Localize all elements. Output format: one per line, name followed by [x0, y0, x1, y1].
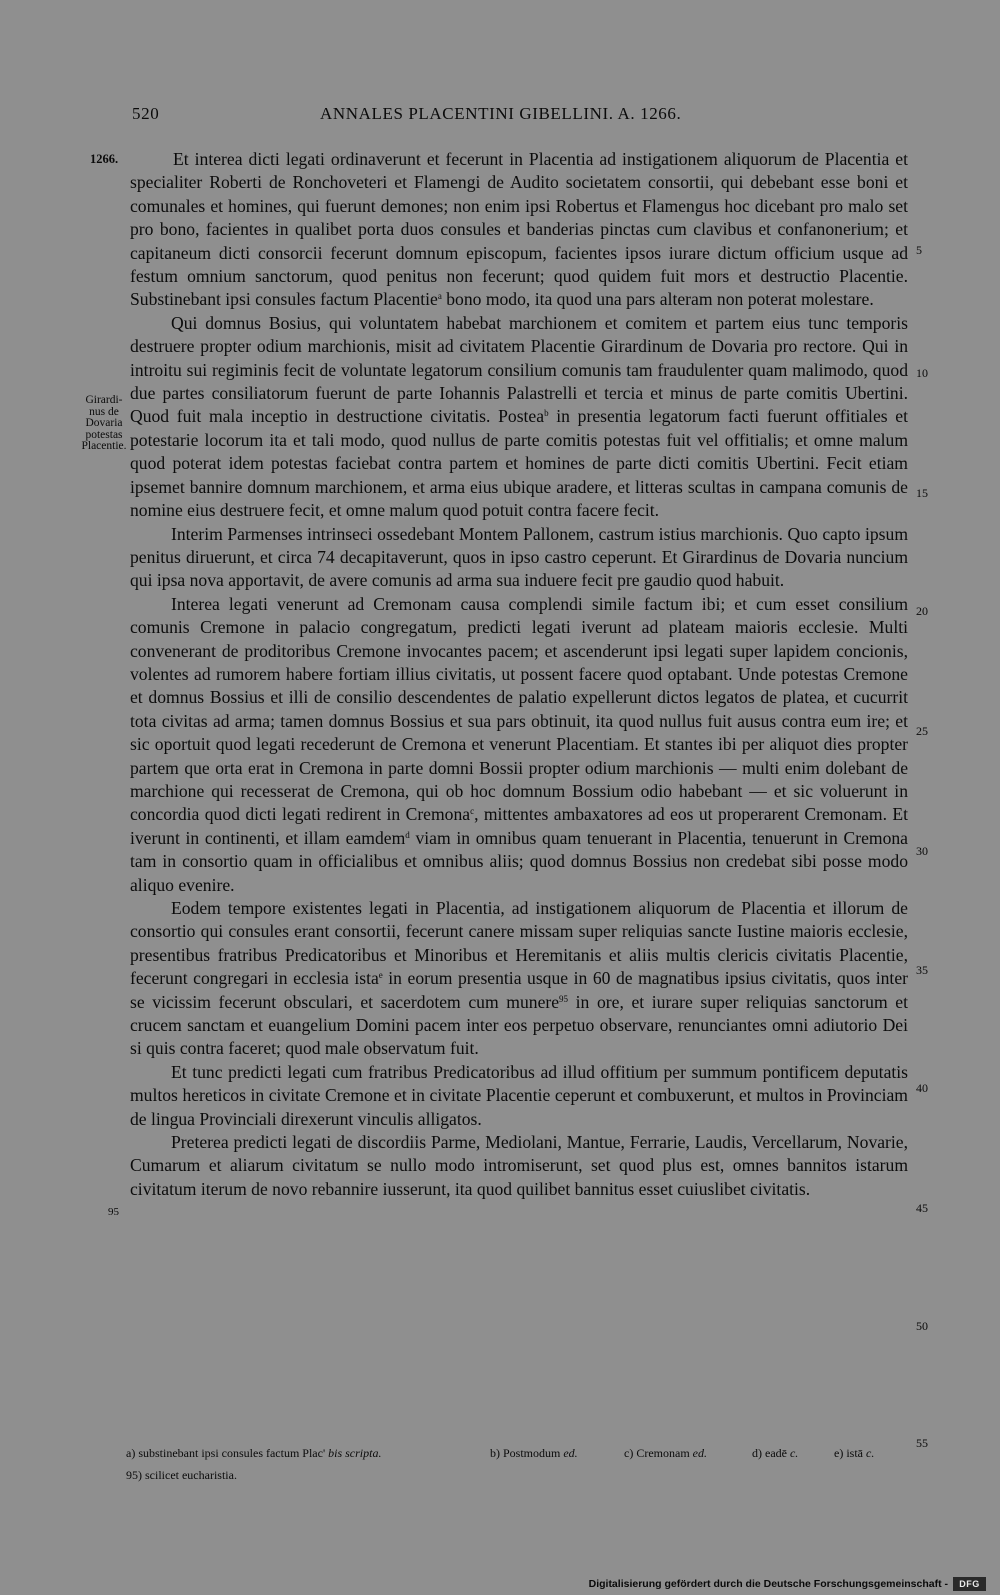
paragraph-text: , mittentes ambaxatores ad eos ut properarent Cremonam. Et iverunt in continenti, et illam eamdem	[130, 804, 908, 848]
footnote-note: ed.	[563, 1446, 578, 1460]
paragraph-text: in eorum presentia usque in 60 de magnatibus ipsius civitatis, quos inter se vicissim fecerunt obsculari, et sacerdotem cum munere	[130, 968, 908, 1012]
footnote-reference: c	[470, 806, 475, 817]
paragraph	[130, 897, 908, 1061]
paragraph-text: viam in omnibus quam tenuerant in Placentia, tenuerunt in Cremona tam in consortio quam in officialibus et omnibus aliis; quod domnus Bossius non credebat sibi posse modo aliquo evenire.	[130, 827, 908, 895]
line-number: 5	[916, 243, 922, 257]
footnote-text: Cremonam	[636, 1446, 690, 1460]
footnote-row	[126, 1464, 920, 1486]
line-number: 15	[916, 486, 928, 500]
footnotes	[126, 1442, 920, 1486]
paragraph-text: in ore, et iurare super reliquias sanctorum et crucem sanctam et euangelium Domini pacem inter eos perpetuo observare, renunciantes omni adiutorio Dei si quis contra faceret; quod male observatum fuit.	[130, 991, 908, 1059]
line-number: 40	[916, 1081, 928, 1095]
side-note	[80, 395, 128, 453]
paragraph-text: Eodem tempore existentes legati in Placentia, ad instigationem aliquorum de Placentia et illorum de consortio qui consules erant consortii, fecerunt canere missam super reliquias sancte Iustine maioris ecclesie, presentibus fratribus Predicatoribus et Minoribus et Heremitanis et aliis multis clericis civitatis Placentie, fecerunt congregari in ecclesia ista	[130, 898, 908, 989]
footnote-note: c.	[789, 1446, 799, 1460]
footnote-95: 95) scilicet eucharistia.	[126, 1468, 237, 1482]
footnote-reference: b	[544, 408, 549, 419]
footnote-row	[126, 1442, 920, 1464]
footnote-a	[126, 1442, 381, 1464]
side-note-line: nus de	[89, 405, 119, 418]
side-note-line: Placentie.	[81, 440, 127, 452]
footnote-note: c.	[866, 1446, 875, 1460]
paragraph	[130, 312, 908, 523]
paragraph	[130, 1061, 908, 1131]
footnote-mark: b)	[490, 1446, 500, 1460]
dfg-logo: DFG	[953, 1577, 986, 1591]
paragraph	[130, 148, 908, 312]
main-text	[130, 148, 908, 1201]
line-number: 45	[916, 1201, 928, 1215]
digitization-credit-bar	[0, 1574, 1000, 1595]
paragraph-text: Interim Parmenses intrinseci ossedebant Montem Pallonem, castrum istius marchionis. Quo capto ipsum penitus diruerunt, et circa 74 decapitaverunt, quos in ipso castro ceperunt. Et Girardinus de Dovaria nuncium qui ipsa nova apportavit, de avere comunis ad arma sua induere fecit pre gaudio quod habuit.	[130, 523, 908, 591]
footnote-text: substinebant ipsi consules factum Plac'	[138, 1446, 326, 1460]
footnote-mark: c)	[624, 1446, 634, 1460]
paragraph	[130, 523, 908, 593]
footnote-text: Postmodum	[503, 1446, 561, 1460]
page-title: ANNALES PLACENTINI GIBELLINI. A. 1266.	[320, 104, 682, 123]
footnote-e	[834, 1442, 874, 1464]
line-number: 50	[916, 1319, 928, 1333]
paragraph-text: bono modo, ita quod una pars alteram non poterat molestare.	[441, 289, 874, 310]
line-number: 55	[916, 1436, 928, 1450]
line-number: 35	[916, 963, 928, 977]
paragraph-text: Et tunc predicti legati cum fratribus Predicatoribus ad illud offitium per summum pontificem deputatis multos hereticos in civitate Cremone et in civitate Placentie ceperunt et combuxerunt, et multos in Provinciam de lingua Provinciali direxerunt vinculis alligatos.	[130, 1061, 908, 1129]
side-note-line: potestas	[85, 428, 123, 441]
paragraph	[130, 593, 908, 897]
footnote-b	[490, 1442, 578, 1464]
footnote-c	[624, 1442, 707, 1464]
footnote-text: eadē	[765, 1446, 787, 1460]
footnote-reference: e	[378, 970, 383, 981]
page-number: 520	[132, 104, 160, 123]
footnote-text: istā	[846, 1446, 863, 1460]
paragraph-text: Interea legati venerunt ad Cremonam causa complendi simile factum ibi; et cum esset consilium comunis Cremone in palacio congregatum, predicti legati iverunt ad plateam maioris ecclesie. Multi convenerant de proditoribus Cremone invocantes pacem; et ascenderunt ipsi legati super lapidem concionis, volentes ad rumorem habere fortiam illius civitatis, ut possent facere quod optabant. Unde potestas Cremone et domnus Bossius et illi de consilio descendentes de palatio expellerunt dictos legatos de platea, et cucurrit tota civitas ad arma; tamen domnus Bossius et sua pars obtinuit, ita quod nullus fuit ausus contra eum ire; et sic oportuit quod legati recederunt de Cremona et venerunt Placentiam. Et stantes ibi per aliquot dies propter partem que orta erat in Cremona in parte domni Bossii propter odium marchionis — multi enim dolebant de marchione qui recesserat de Cremona, qui ob hoc domnum Bossium odio habebant — et sic voluerunt in concordia quod dicti legati redirent in Cremona	[130, 593, 908, 825]
paragraph-text: Preterea predicti legati de discordiis Parme, Mediolani, Mantue, Ferrarie, Laudis, Vercellarum, Novarie, Cumarum et aliarum civitatum se nullo modo intromiserunt, set quod plus est, omnes bannitos istarum civitatum iterum de novo rebannire iusserunt, ita quod quilibet bannitus esset cuiuslibet civitatis.	[130, 1132, 908, 1199]
line-number: 10	[916, 366, 928, 380]
line-number: 20	[916, 604, 928, 618]
footnote-mark: e)	[834, 1446, 844, 1460]
side-note-line: Girardi-	[85, 394, 123, 406]
paragraph-text: Qui domnus Bosius, qui voluntatem habebat marchionem et comitem et partem eius tunc temporis destruere propter odium marchionis, misit ad civitatem Placentie Girardinum de Dovaria pro rectore. Qui in introitu sui regiminis fecit de voluntate legatorum consilium comunis tam fraudulenter quam malimodo, quod due partes consiliatorum fuerunt de parte Iohannis Palastrelli et tercia et minus de parte comitis Ubertini. Quod fuit mala inceptio in destructione civitatis. Postea	[130, 312, 908, 427]
footnote-mark: a)	[126, 1446, 136, 1460]
paragraph	[130, 1131, 908, 1201]
footnote-reference: d	[405, 829, 410, 840]
paragraph-text: in presentia legatorum facti fuerunt offitiales et potestarie locorum ita et tali modo, quod nullus de parte comitis potestas fuit vel offitialis; et omne malum quod poterat idem potestas faciebat contra partem et homines de parte dicti comitis Ubertini. Fecit etiam ipsemet bannire domnum marchionem, et arma eius ubique aradere, et litteras scultas in campana comunis de nomine eius destruere fecit, et omne malum quod potuit contra facere fecit.	[130, 406, 909, 521]
footnote-note: bis scripta.	[328, 1446, 382, 1460]
footnote-reference: a	[437, 291, 442, 302]
line-number: 25	[916, 724, 928, 738]
side-note-line: Dovaria	[85, 417, 123, 429]
footnote-marker-95: 95	[108, 1206, 119, 1218]
line-number: 30	[916, 844, 928, 858]
footnote-d	[752, 1442, 798, 1464]
footnote-note: ed.	[692, 1446, 707, 1460]
paragraph-text: Et interea dicti legati ordinaverunt et fecerunt in Placentia ad instigationem aliquorum de Placentia et specialiter Roberti de Ronchoveteri et Flamengi de Audito societatem consortii, qui debebant esse boni et comunales et homines, qui fuerunt demones; non enim ipsi Robertus et Flamengus hoc dicebant pro malo set pro bono, facientes in qualibet porta duos consules et banderias pinctas cum clavibus et confanonerium; et capitaneum dicti consorcii fecerunt domnum episcopum, facientes ipsos iurare dictum officium usque ad festum omnium sanctorum, quod penitus non fecerunt; quod quidem fuit mors et destructio Placentie. Substinebant ipsi consules factum Placentie	[130, 149, 908, 310]
footnote-mark: d)	[752, 1446, 762, 1460]
credit-text: Digitalisierung gefördert durch die Deutsche Forschungsgemeinschaft -	[588, 1578, 948, 1590]
footnote-reference: 95	[559, 993, 569, 1004]
margin-year: 1266.	[90, 152, 119, 166]
